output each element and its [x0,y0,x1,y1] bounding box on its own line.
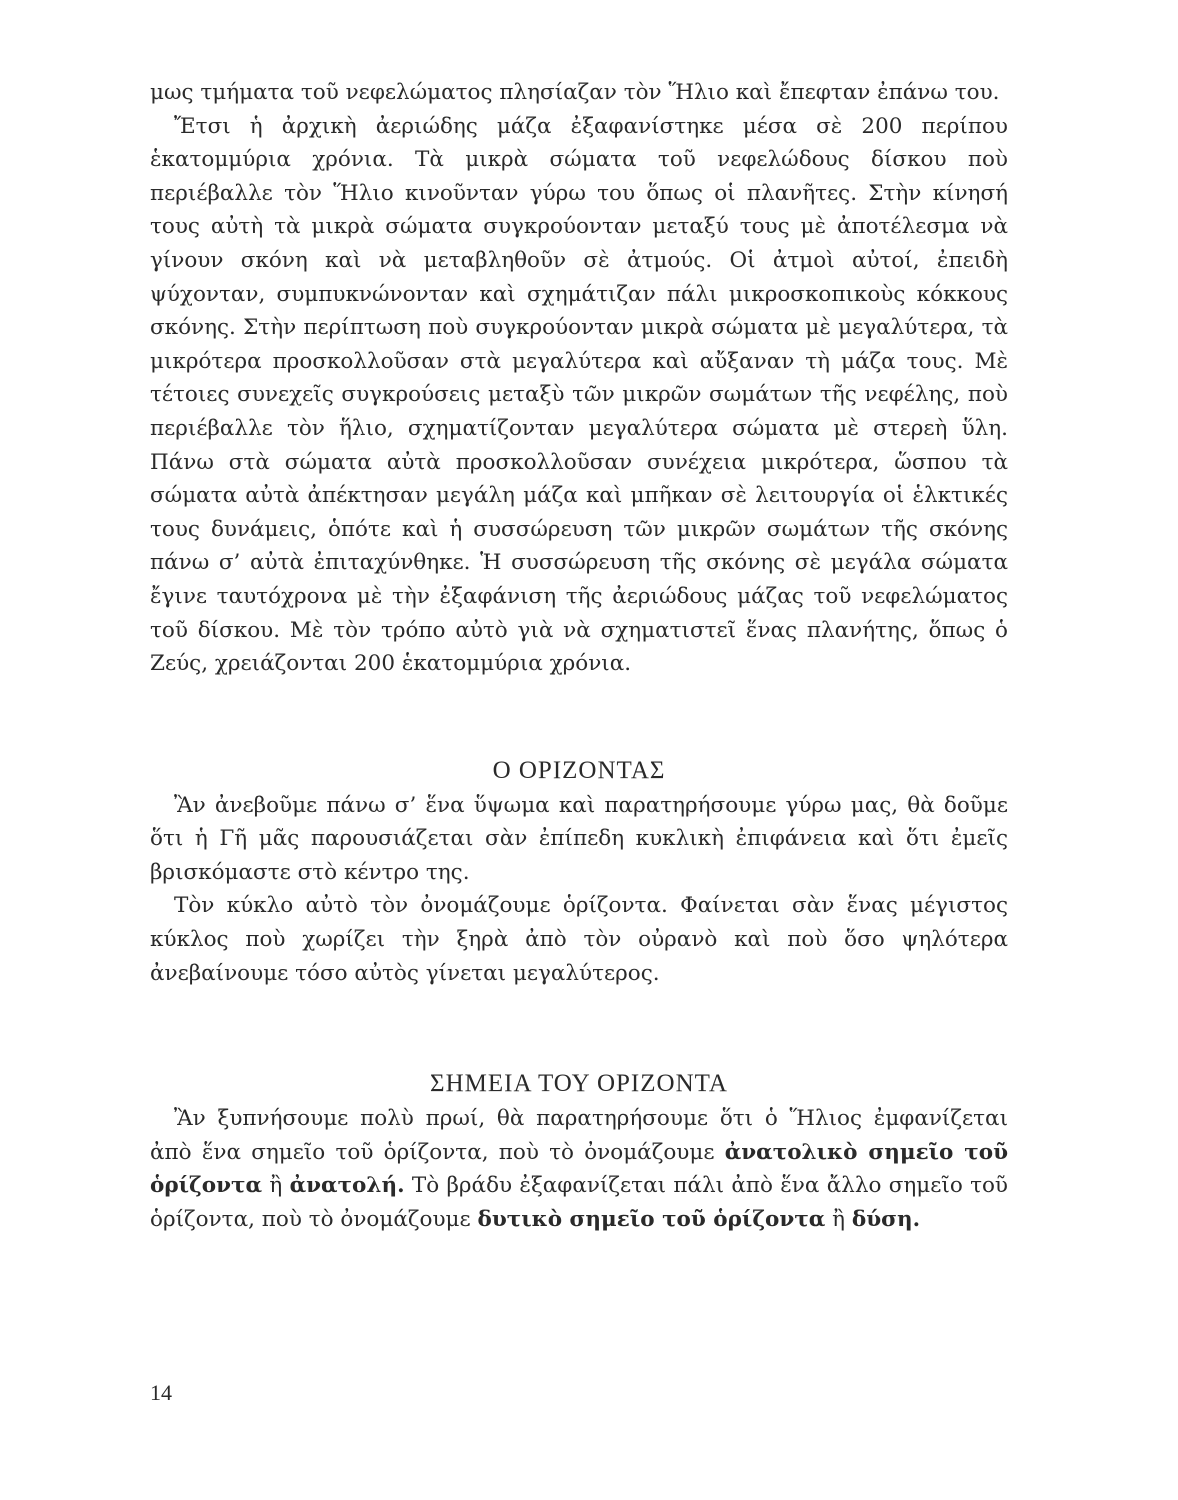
term-west-point: δυτικὸ σημεῖο τοῦ ὁρίζοντα [477,1207,826,1233]
horizon-paragraph-2: Τὸν κύκλο αὐτὸ τὸν ὀνομάζουμε ὁρίζοντα. Φαίνεται σὰν ἕνας μέγιστος κύκλος ποὺ χωρίζει τὴν ξηρὰ ἀπὸ τὸν οὐρανὸ καὶ ποὺ ὅσο ψηλότερα ἀνεβαίνουμε τόσο αὐτὸς γίνεται μεγαλύτερος. [150,893,1008,986]
page-number: 14 [150,1380,172,1405]
term-west: δύση. [851,1207,921,1233]
formation-paragraph: Ἔτσι ἡ ἀρχικὴ ἀεριώδης μάζα ἐξαφανίστηκε μέσα σὲ 200 περίπου ἑκατομμύρια χρόνια. Τὰ μικρὰ σώματα τοῦ νεφελώδους δίσκου ποὺ περιέβαλλε τὸν Ἥλιο κινοῦνταν γύρω του ὅπως οἱ πλανῆτες. Στὴν κίνησή τους αὐτὴ τὰ μικρὰ σώματα συγκρούονταν μεταξύ τους μὲ ἀποτέλεσμα νὰ γίνουν σκόνη καὶ νὰ μεταβληθοῦν σὲ ἀτμούς. Οἱ ἀτμοὶ αὐτοί, ἐπειδὴ ψύχονταν, συμπυκνώνονταν καὶ σχημάτιζαν πάλι μικροσκοπικοὺς κόκκους σκόνης. Στὴν περίπτωση ποὺ συγκρούονταν μικρὰ σώματα μὲ μεγαλύτερα, τὰ μικρότερα προσκολλοῦσαν στὰ μεγαλύτερα καὶ αὔξαναν τὴ μάζα τους. Μὲ τέτοιες συνεχεῖς συγκρούσεις μεταξὺ τῶν μικρῶν σωμάτων τῆς νεφέλης, ποὺ περιέβαλλε τὸν ἥλιο, σχηματίζονταν μεγαλύτερα σώματα μὲ στερεὴ ὕλη. Πάνω στὰ σώματα αὐτὰ προσκολλοῦσαν συνέχεια μικρότερα, ὥσπου τὰ σώματα αὐτὰ ἀπέκτησαν μεγάλη μάζα καὶ μπῆκαν σὲ λειτουργία οἱ ἑλκτικές τους δυνάμεις, ὁπότε καὶ ἡ συσσώρευση τῶν μικρῶν σωμάτων τῆς σκόνης πάνω σ’ αὐτὰ ἐπιταχύνθηκε. Ἡ συσσώρευση τῆς σκόνης σὲ μεγάλα σώματα ἔγινε ταυτόχρονα μὲ τὴν ἐξαφάνιση τῆς ἀεριώδους μάζας τοῦ νεφελώματος τοῦ δίσκου. Μὲ τὸν τρόπο αὐτὸ γιὰ νὰ σχηματιστεῖ ἕνας πλανήτης, ὅπως ὁ Ζεύς, χρειάζονται 200 ἑκατομμύρια χρόνια. [150,113,1008,677]
section-heading-horizon-points: ΣΗΜΕΙΑ ΤΟΥ ΟΡΙΖΟΝΤΑ [430,1070,728,1098]
horizon-points-paragraph [150,1102,1008,1236]
text-segment: ἢ [262,1173,290,1199]
horizon-paragraph-1: Ἂν ἀνεβοῦμε πάνω σ’ ἕνα ὕψωμα καὶ παρατηρήσουμε γύρω μας, θὰ δοῦμε ὅτι ἡ Γῆ μᾶς παρουσιάζεται σὰν ἐπίπεδη κυκλικὴ ἐπιφάνεια καὶ ὅτι ἐμεῖς βρισκόμαστε στὸ κέντρο της. [150,792,1008,885]
text-segment: Ἂν ξυπνήσουμε πολὺ πρωί, θὰ παρατηρήσουμε ὅτι ὁ Ἥλιος ἐμφανίζεται ἀπὸ ἕνα σημεῖο τοῦ ὁρίζοντα, ποὺ τὸ ὀνομάζουμε [150,1106,1008,1165]
text-segment: Τὸ βράδυ ἐξαφανίζεται πάλι ἀπὸ ἕνα ἄλλο σημεῖο τοῦ ὁρίζοντα, ποὺ τὸ ὀνομάζουμε [150,1173,1008,1233]
section-heading-horizon: Ο ΟΡΙΖΟΝΤΑΣ [492,756,666,784]
continuation-paragraph: μως τμήματα τοῦ νεφελώματος πλησίαζαν τὸν Ἥλιο καὶ ἔπεφταν ἐπάνω του. [150,80,1000,105]
text-segment: ἢ [825,1207,852,1233]
term-east-point: ἀνατολικὸ σημεῖο τοῦ ὁρίζοντα [150,1139,1009,1199]
term-east: ἀνατολή. [289,1173,405,1199]
page-body [150,76,1008,1237]
